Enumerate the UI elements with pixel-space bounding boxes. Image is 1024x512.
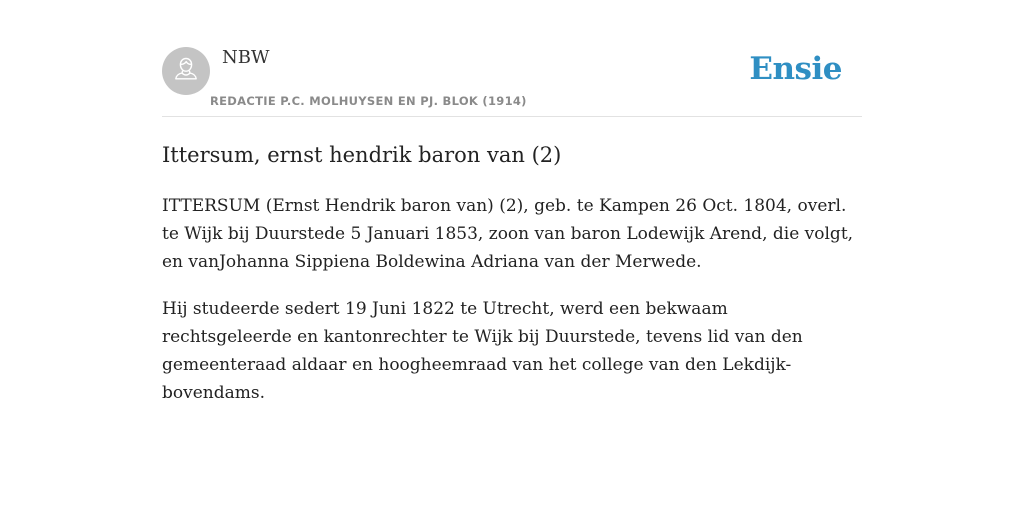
source-name[interactable]: NBW [222, 47, 270, 68]
article-card [162, 0, 862, 403]
article-title: Ittersum, ernst hendrik baron van (2) [162, 143, 562, 167]
user-icon [171, 54, 201, 89]
source-header [162, 0, 862, 117]
avatar[interactable] [162, 47, 210, 95]
source-subtitle: REDACTIE P.C. MOLHUYSEN EN PJ. BLOK (1914) [210, 94, 527, 108]
brand-logo[interactable]: Ensie [749, 51, 842, 87]
article-paragraph: Hij studeerde sedert 19 Juni 1822 te Utrecht, werd een bekwaam rechtsgeleerde en kantonrechter te Wijk bij Duurstede, tevens lid van den gemeenteraad aldaar en hoogheemraad van het college van den Lekdijk-bovendams. [162, 299, 803, 403]
article-paragraph: ITTERSUM (Ernst Hendrik baron van) (2), geb. te Kampen 26 Oct. 1804, overl. te Wijk bij Duurstede 5 Januari 1853, zoon van baron Lodewijk Arend, die volgt, en vanJohanna Sippiena Boldewina Adriana van der Merwede. [162, 196, 854, 272]
